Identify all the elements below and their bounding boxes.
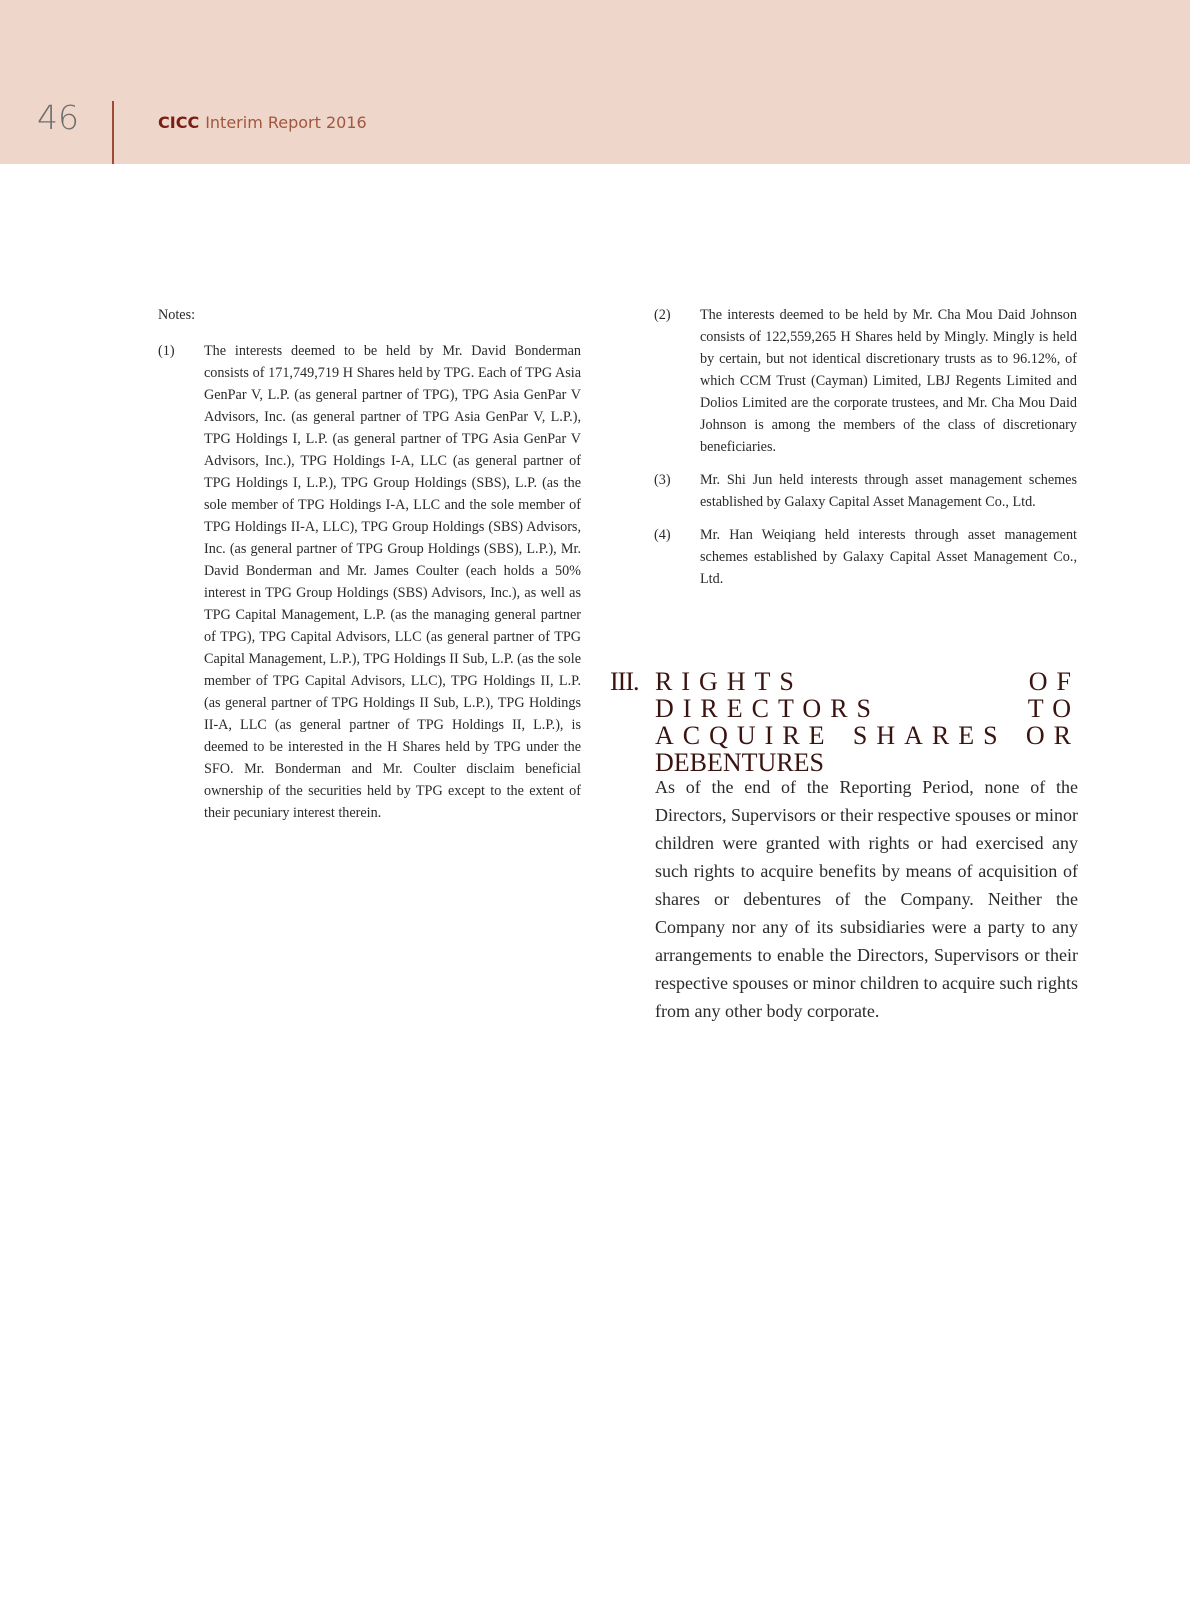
note-number: (3) — [654, 472, 671, 488]
note-text: Mr. Han Weiqiang held interests through asset management schemes established by Galaxy Capital Asset Management Co., Ltd. — [700, 527, 1077, 587]
section-heading — [610, 668, 1080, 776]
note-item — [654, 524, 1077, 590]
note-item — [654, 469, 1077, 513]
section-title — [655, 668, 1080, 776]
note-number: (4) — [654, 527, 671, 543]
section-title-line2: DEBENTURES — [655, 748, 824, 777]
note-number: (2) — [654, 307, 671, 323]
note-number: (1) — [158, 343, 175, 359]
notes-right-column — [654, 304, 1077, 601]
page-number: 46 — [37, 98, 79, 137]
report-title — [158, 113, 367, 132]
report-name: Interim Report 2016 — [205, 113, 367, 132]
header-band — [0, 0, 1190, 164]
note-text: Mr. Shi Jun held interests through asset management schemes established by Galaxy Capital Asset Management Co., Ltd. — [700, 472, 1077, 510]
brand-name: CICC — [158, 113, 200, 132]
section-title-line1: RIGHTS OF DIRECTORS TO ACQUIRE SHARES OR — [655, 667, 1080, 750]
note-text: The interests deemed to be held by Mr. Cha Mou Daid Johnson consists of 122,559,265 H Shares held by Mingly. Mingly is held by certain, but not identical discretionary trusts as to 96.12%, of which CCM Trust (Cayman) Limited, LBJ Regents Limited and Dolios Limited are the corporate trustees, and Mr. Cha Mou Daid Johnson is among the members of the class of discretionary beneficiaries. — [700, 307, 1077, 455]
note-text: The interests deemed to be held by Mr. David Bonderman consists of 171,749,719 H Shares held by TPG. Each of TPG Asia GenPar V, L.P. (as general partner of TPG), TPG Asia GenPar V Advisors, Inc. (as general partner of TPG Asia GenPar V, L.P.), TPG Holdings I, L.P. (as general partner of TPG Asia GenPar V Advisors, Inc.), TPG Holdings I-A, LLC (as general partner of TPG Holdings I, L.P.), TPG Group Holdings (SBS), L.P. (as the sole member of TPG Holdings I-A, LLC and the sole member of TPG Holdings II-A, LLC), TPG Group Holdings (SBS) Advisors, Inc. (as general partner of TPG Group Holdings (SBS), L.P.), Mr. David Bonderman and Mr. James Coulter (each holds a 50% interest in TPG Group Holdings (SBS) Advisors, Inc.), as well as TPG Capital Management, L.P. (as the managing general partner of TPG), TPG Capital Advisors, LLC (as general partner of TPG Capital Management, L.P.), TPG Holdings II Sub, L.P. (as the sole member of TPG Capital Advisors, LLC), TPG Holdings II, L.P. (as general partner of TPG Holdings II Sub, L.P.), TPG Holdings II-A, LLC (as general partner of TPG Holdings II, L.P.), is deemed to be interested in the H Shares held by TPG under the SFO. Mr. Bonderman and Mr. Coulter disclaim beneficial ownership of the securities held by TPG except to the extent of their pecuniary interest therein. — [204, 343, 581, 821]
notes-left-column — [158, 304, 581, 835]
section-roman-numeral: III. — [610, 667, 639, 696]
notes-label: Notes: — [158, 307, 196, 323]
section-body: As of the end of the Reporting Period, none of the Directors, Supervisors or their respective spouses or minor children were granted with rights or had exercised any such rights to acquire benefits by means of acquisition of shares or debentures of the Company. Neither the Company nor any of its subsidiaries were a party to any arrangements to enable the Directors, Supervisors or their respective spouses or minor children to acquire such rights from any other body corporate. — [655, 777, 1078, 1021]
note-item — [158, 340, 581, 824]
header-divider — [112, 101, 114, 164]
note-item — [654, 304, 1077, 458]
